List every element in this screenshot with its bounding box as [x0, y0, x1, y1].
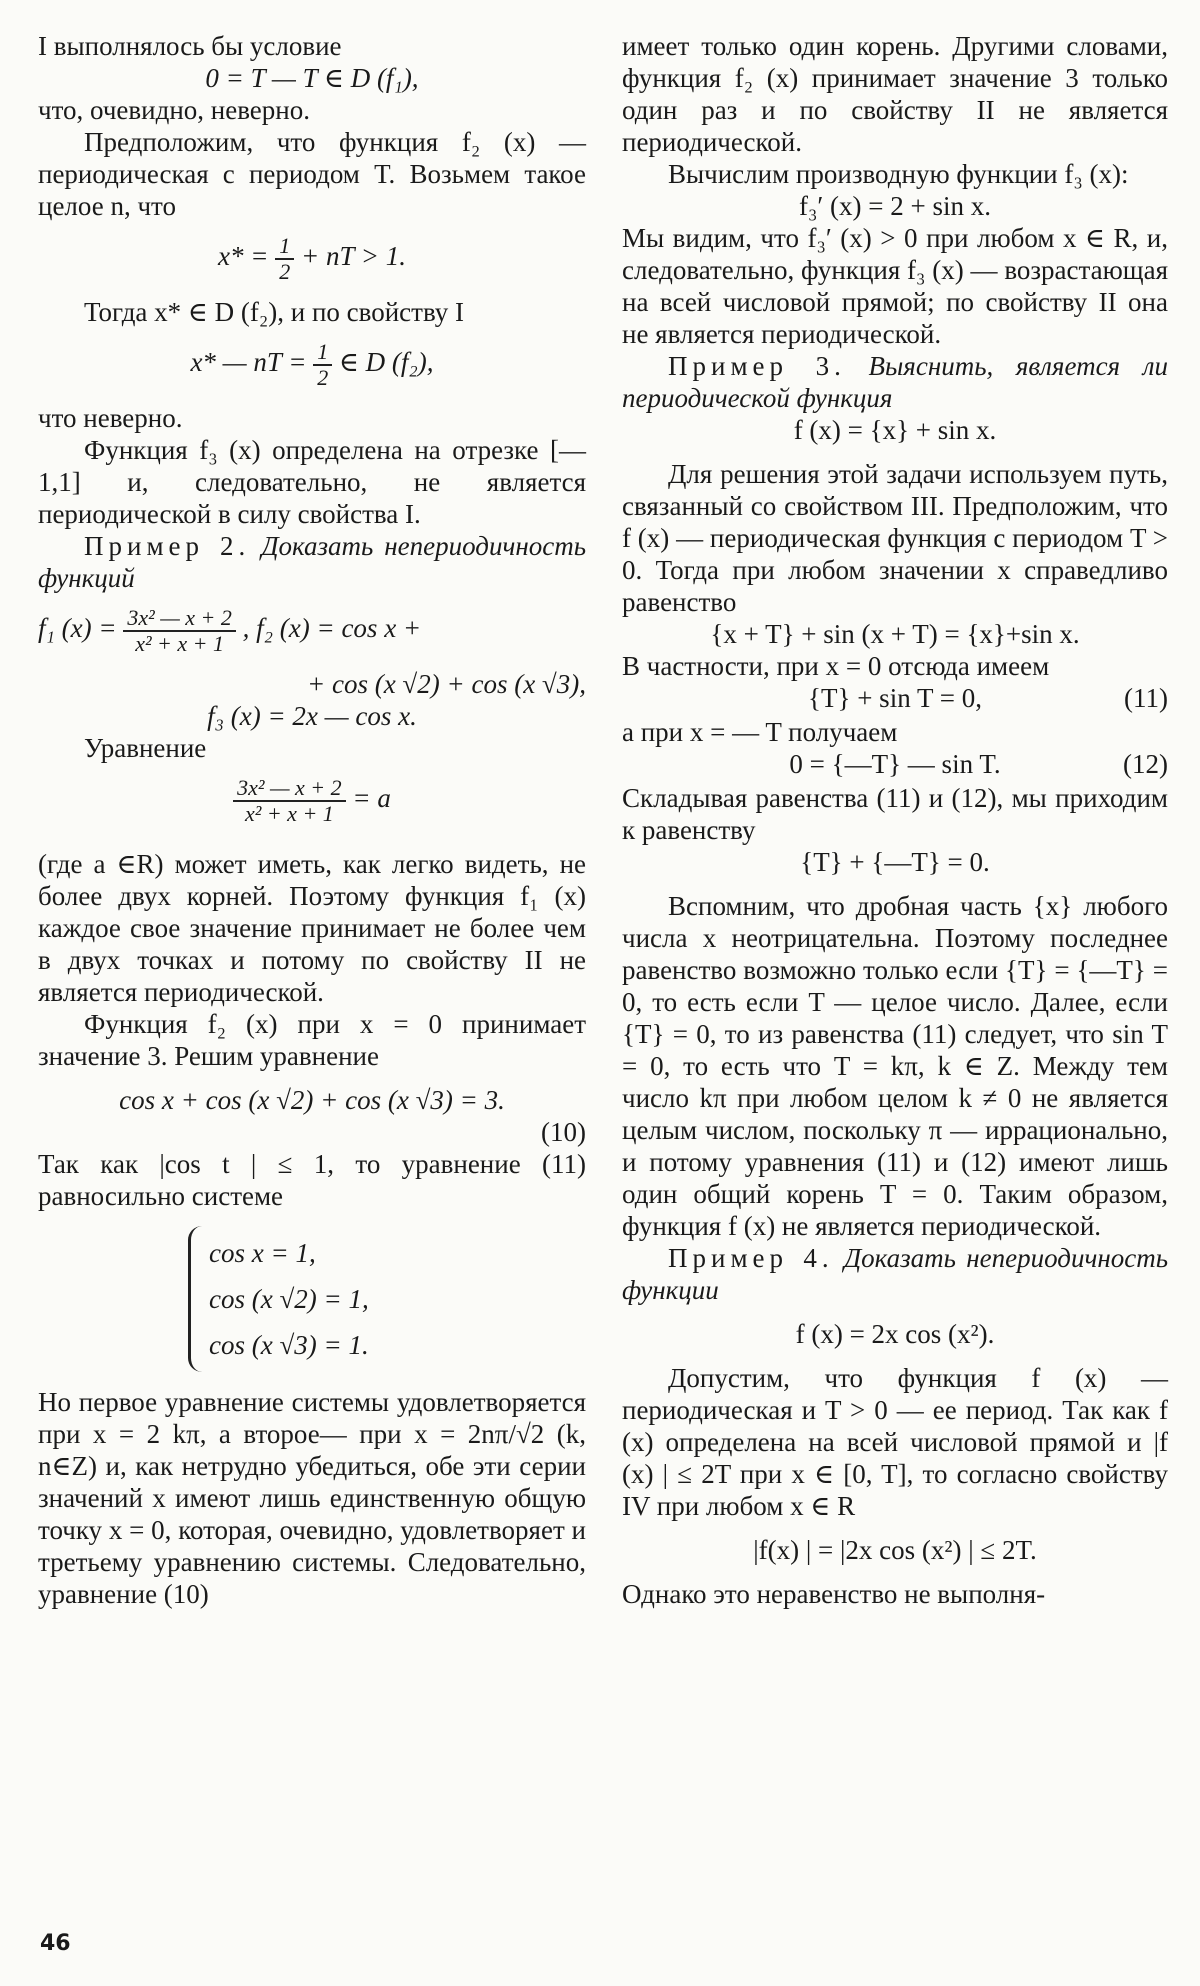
equation: |f(x) | = |2x cos (x²) | ≤ 2T. — [753, 1535, 1037, 1565]
equation: {T} + {—T} = 0. — [800, 847, 990, 877]
paragraph: (где a ∈R) может иметь, как легко видеть, не более двух корней. Поэтому функция f₁ (x) каждое свое значение принимает не более чем в двух точках и потому по свойству II не является периодической. — [38, 849, 586, 1007]
fraction — [233, 776, 346, 826]
text-line: I выполнялось бы условие — [38, 31, 342, 61]
paragraph: Но первое уравнение системы удовлетворяется при x = 2 kπ, а второе— при x = 2nπ/√2 (k, n∈Z) и, как нетрудно убедиться, обе эти серии значений x имеют лишь единственную общую точку x = 0, которая, очевидно, удовлетворяет и третьему уравнению системы. Следовательно, уравнение (10) — [38, 1387, 586, 1609]
fraction — [123, 606, 236, 656]
paragraph: В частности, при x = 0 отсюда имеем — [622, 651, 1050, 681]
text-line: а при x = — T получаем — [622, 717, 898, 747]
equation: 0 = {—T} — sin T. — [789, 749, 1001, 779]
example-task: Доказать непериодичность функций — [38, 531, 586, 593]
equation: f₃ (x) = 2x — cos x. — [207, 701, 417, 731]
paragraph: Функция f₃ (x) определена на отрезке [—1,1] и, следовательно, не является периодической в силу свойства I. — [38, 435, 586, 529]
text-line: Однако это неравенство не выполня- — [622, 1579, 1046, 1609]
equation: {x + T} + sin (x + T) = {x}+sin x. — [710, 619, 1080, 649]
fraction-numerator: 1 — [275, 234, 294, 260]
fraction-numerator: 3x² — x + 2 — [233, 776, 346, 802]
numbered-equation — [622, 748, 1168, 782]
equation: 0 = T — T ∈ D (f₁), — [205, 63, 419, 93]
paragraph: Для решения этой задачи используем путь, связанный со свойством III. Предположим, что f (x) — периодическая функция с периодом T > 0. Тогда при любом значении x справедливо равенство — [622, 459, 1168, 617]
equation-rhs: = a — [352, 783, 391, 814]
fraction-denominator: 2 — [279, 259, 291, 284]
example-heading — [622, 350, 1168, 414]
fraction — [275, 234, 294, 284]
left-column — [38, 30, 586, 1610]
equation-rhs: + nT > 1. — [301, 241, 406, 272]
paragraph: Предположим, что функция f₂ (x) — периодическая с периодом T. Возьмем такое целое n, что — [38, 127, 586, 221]
paragraph: Складывая равенства (11) и (12), мы приходим к равенству — [622, 783, 1168, 845]
paragraph: Мы видим, что f₃′ (x) > 0 при любом x ∈ R, и, следовательно, функция f₃ (x) — возрастающая на всей числовой прямой; по свойству II она не является периодической. — [622, 223, 1168, 349]
equation-system — [188, 1226, 586, 1372]
numbered-equation — [622, 682, 1168, 716]
paragraph: имеет только один корень. Другими словами, функция f₂ (x) принимает значение 3 только один раз и по свойству II не является периодической. — [622, 31, 1168, 157]
equation-lhs: f₁ (x) = — [38, 613, 117, 644]
example-heading — [622, 1242, 1168, 1306]
example-task: Доказать непериодичность функции — [622, 1243, 1168, 1305]
paragraph: Вспомним, что дробная часть {x} любого числа x неотрицательна. Поэтому последнее равенство возможно только если {T} = {—T} = 0, то есть если T — целое число. Далее, если {T} = 0, то из равенства (11) следует, что sin T = 0, то есть что T = kπ, k ∈ Z. Между тем число kπ при любом целом k ≠ 0 не является целым числом, поскольку π — иррационально, и потому уравнения (11) и (12) имеют лишь один общий корень T = 0. Таким образом, функция f (x) не является периодической. — [622, 891, 1168, 1241]
equation-rhs: , f₂ (x) = cos x + — [242, 613, 422, 644]
example-label: Пример 3. — [668, 351, 846, 381]
paragraph: Функция f₂ (x) при x = 0 принимает значение 3. Решим уравнение — [38, 1009, 586, 1071]
equation: f₃′ (x) = 2 + sin x. — [798, 191, 991, 221]
example-label: Пример 2. — [84, 531, 251, 561]
paragraph: Тогда x* ∈ D (f₂), и по свойству I — [84, 297, 465, 327]
example-label: Пример 4. — [668, 1243, 834, 1273]
paragraph: Допустим, что функция f (x) — периодическая и T > 0 — ее период. Так как f (x) определена на всей числовой прямой и |f (x) | ≤ 2T при x ∈ [0, T], то согласно свойству IV при любом x ∈ R — [622, 1363, 1168, 1521]
text-line: Уравнение — [84, 733, 207, 763]
equation-number: (11) — [1124, 683, 1168, 713]
equation-lhs: x* = — [218, 241, 269, 272]
system-line: cos (x √2) = 1, — [209, 1284, 369, 1314]
equation — [38, 606, 586, 656]
example-task: Выяснить, является ли периодической функция — [622, 351, 1168, 413]
equation — [38, 340, 586, 390]
fraction-denominator: x² + x + 1 — [244, 801, 334, 826]
system-line: cos (x √3) = 1. — [209, 1330, 369, 1360]
equation: f (x) = 2x cos (x²). — [795, 1319, 995, 1349]
equation-number: (10) — [541, 1117, 586, 1147]
paragraph: Так как |cos t | ≤ 1, то уравнение (11) равносильно системе — [38, 1149, 586, 1211]
system-line: cos x = 1, — [209, 1238, 316, 1268]
equation: f (x) = {x} + sin x. — [793, 415, 997, 445]
equation: {T} + sin T = 0, — [808, 683, 982, 713]
page-number: 46 — [40, 1931, 71, 1956]
text-line: что, очевидно, неверно. — [38, 95, 310, 125]
fraction — [313, 340, 332, 390]
text-line: что неверно. — [38, 403, 183, 433]
example-heading — [38, 530, 586, 594]
equation: + cos (x √2) + cos (x √3), — [307, 669, 586, 699]
fraction-numerator: 3x² — x + 2 — [123, 606, 236, 632]
equation: cos x + cos (x √2) + cos (x √3) = 3. — [119, 1085, 505, 1115]
fraction-denominator: x² + x + 1 — [135, 631, 225, 656]
equation — [38, 776, 586, 826]
right-column — [622, 30, 1168, 1610]
fraction-denominator: 2 — [317, 365, 329, 390]
equation-number: (12) — [1123, 749, 1168, 779]
equation-lhs: x* — nT = — [190, 347, 307, 378]
paragraph: Вычислим производную функции f₃ (x): — [668, 159, 1129, 189]
equation — [38, 234, 586, 284]
fraction-numerator: 1 — [313, 340, 332, 366]
equation-rhs: ∈ D (f₂), — [338, 347, 434, 378]
